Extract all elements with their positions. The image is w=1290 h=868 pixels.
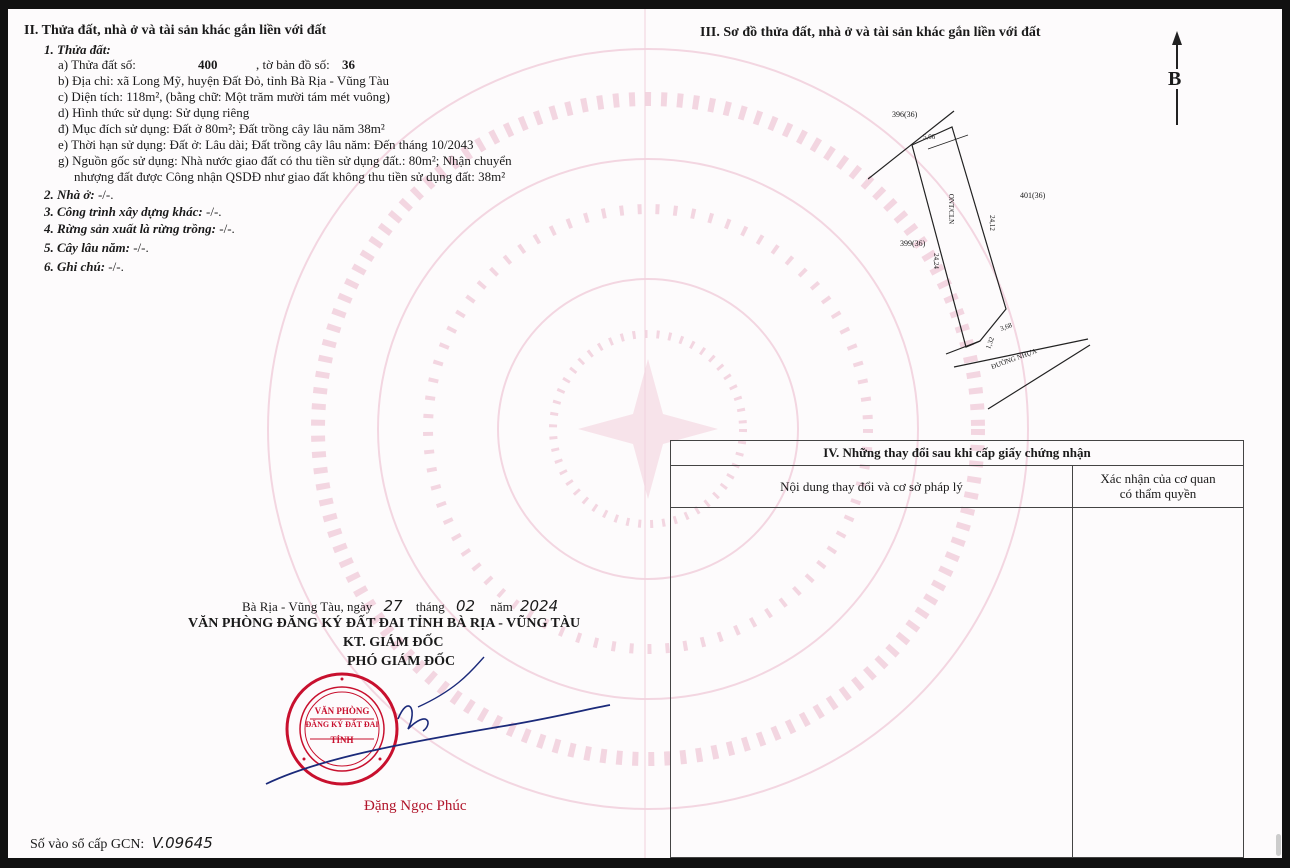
handwritten-signature — [258, 649, 618, 789]
use-code-label: ONT/CLN — [947, 193, 956, 225]
map-label: , tờ bản đồ số: — [256, 57, 330, 72]
column-header-confirmation: Xác nhận của cơ quan có thẩm quyền — [1073, 466, 1243, 508]
perennial-row: 5. Cây lâu năm: -/-. — [44, 240, 149, 255]
parcel-diagram — [868, 109, 1108, 419]
registry-number: Số vào sổ cấp GCN: V.09645 — [30, 834, 213, 852]
bottom-b-label: 3,68 — [999, 321, 1014, 333]
column-header-changes: Nội dung thay đổi và cơ sở pháp lý — [671, 466, 1073, 508]
bottom-a-label: 1,32 — [984, 335, 996, 351]
stamp-text-2: ĐĂNG KÝ ĐẤT ĐAI — [305, 720, 379, 729]
column-divider — [1072, 508, 1073, 858]
right-length-label: 24,12 — [987, 215, 996, 231]
forest-row: 4. Rừng sản xuất là rừng trồng: -/-. — [44, 221, 235, 236]
origin-line-2: nhượng đất được Công nhận QSDĐ như giao đất không thu tiền sử dụng đất: 38m² — [74, 169, 506, 184]
left-length-label: 24,24 — [931, 253, 940, 269]
neighbor-396-label: 396(36) — [892, 110, 918, 119]
deputy-director: PHÓ GIÁM ĐỐC — [347, 654, 456, 669]
neighbor-401-label: 401(36) — [1020, 191, 1046, 200]
section3-title: III. Sơ đồ thửa đất, nhà ở và tài sản khác gắn liền với đất — [700, 25, 1041, 40]
stamp-text-1: VĂN PHÒNG — [314, 706, 370, 716]
usage-form-line: d) Hình thức sử dụng: Sử dụng riêng — [58, 105, 250, 120]
north-label: B — [1168, 68, 1182, 90]
top-width-label: 5,06 — [923, 133, 936, 141]
map-number: 36 — [342, 57, 355, 72]
purpose-line: đ) Mục đích sử dụng: Đất ở 80m²; Đất trồng cây lâu năm 38m² — [58, 121, 385, 136]
land-heading: 1. Thửa đất: — [44, 42, 111, 57]
neighbor-399-label: 399(36) — [900, 239, 926, 248]
stamp-text-3: TỈNH — [330, 735, 354, 745]
term-line: e) Thời hạn sử dụng: Đất ở: Lâu dài; Đất trồng cây lâu năm: Đến tháng 10/2043 — [58, 137, 474, 152]
notes-row: 6. Ghi chú: -/-. — [44, 259, 124, 274]
signer-name: Đặng Ngọc Phúc — [364, 798, 467, 814]
issuing-office: VĂN PHÒNG ĐĂNG KÝ ĐẤT ĐAI TỈNH BÀ RỊA - VŨNG TÀU — [188, 616, 581, 631]
section4-title: IV. Những thay đổi sau khi cấp giấy chứng nhận — [671, 441, 1243, 466]
origin-line-1: g) Nguồn gốc sử dụng: Nhà nước giao đất có thu tiền sử dụng đất.: 80m²; Nhận chuyển — [58, 153, 512, 168]
section2-title: II. Thửa đất, nhà ở và tài sản khác gắn liền với đất — [24, 23, 327, 38]
parcel-number: 400 — [198, 57, 218, 72]
kt-director: KT. GIÁM ĐỐC — [343, 635, 444, 650]
changes-table — [670, 440, 1244, 858]
certificate-page — [8, 9, 1282, 858]
construction-row: 3. Công trình xây dựng khác: -/-. — [44, 204, 222, 219]
house-row: 2. Nhà ở: -/-. — [44, 187, 114, 202]
road-label: ĐƯỜNG NHỰA — [990, 347, 1038, 371]
parcel-label: a) Thửa đất số: — [58, 57, 136, 72]
scrollbar-thumb[interactable] — [1276, 834, 1281, 856]
area-line: c) Diện tích: 118m², (bằng chữ: Một trăm mười tám mét vuông) — [58, 89, 390, 104]
date-line: Bà Rịa - Vũng Tàu, ngày 27 tháng 02 năm 2024 — [242, 597, 559, 615]
address-line: b) Địa chỉ: xã Long Mỹ, huyện Đất Đỏ, tỉnh Bà Rịa - Vũng Tàu — [58, 73, 389, 88]
